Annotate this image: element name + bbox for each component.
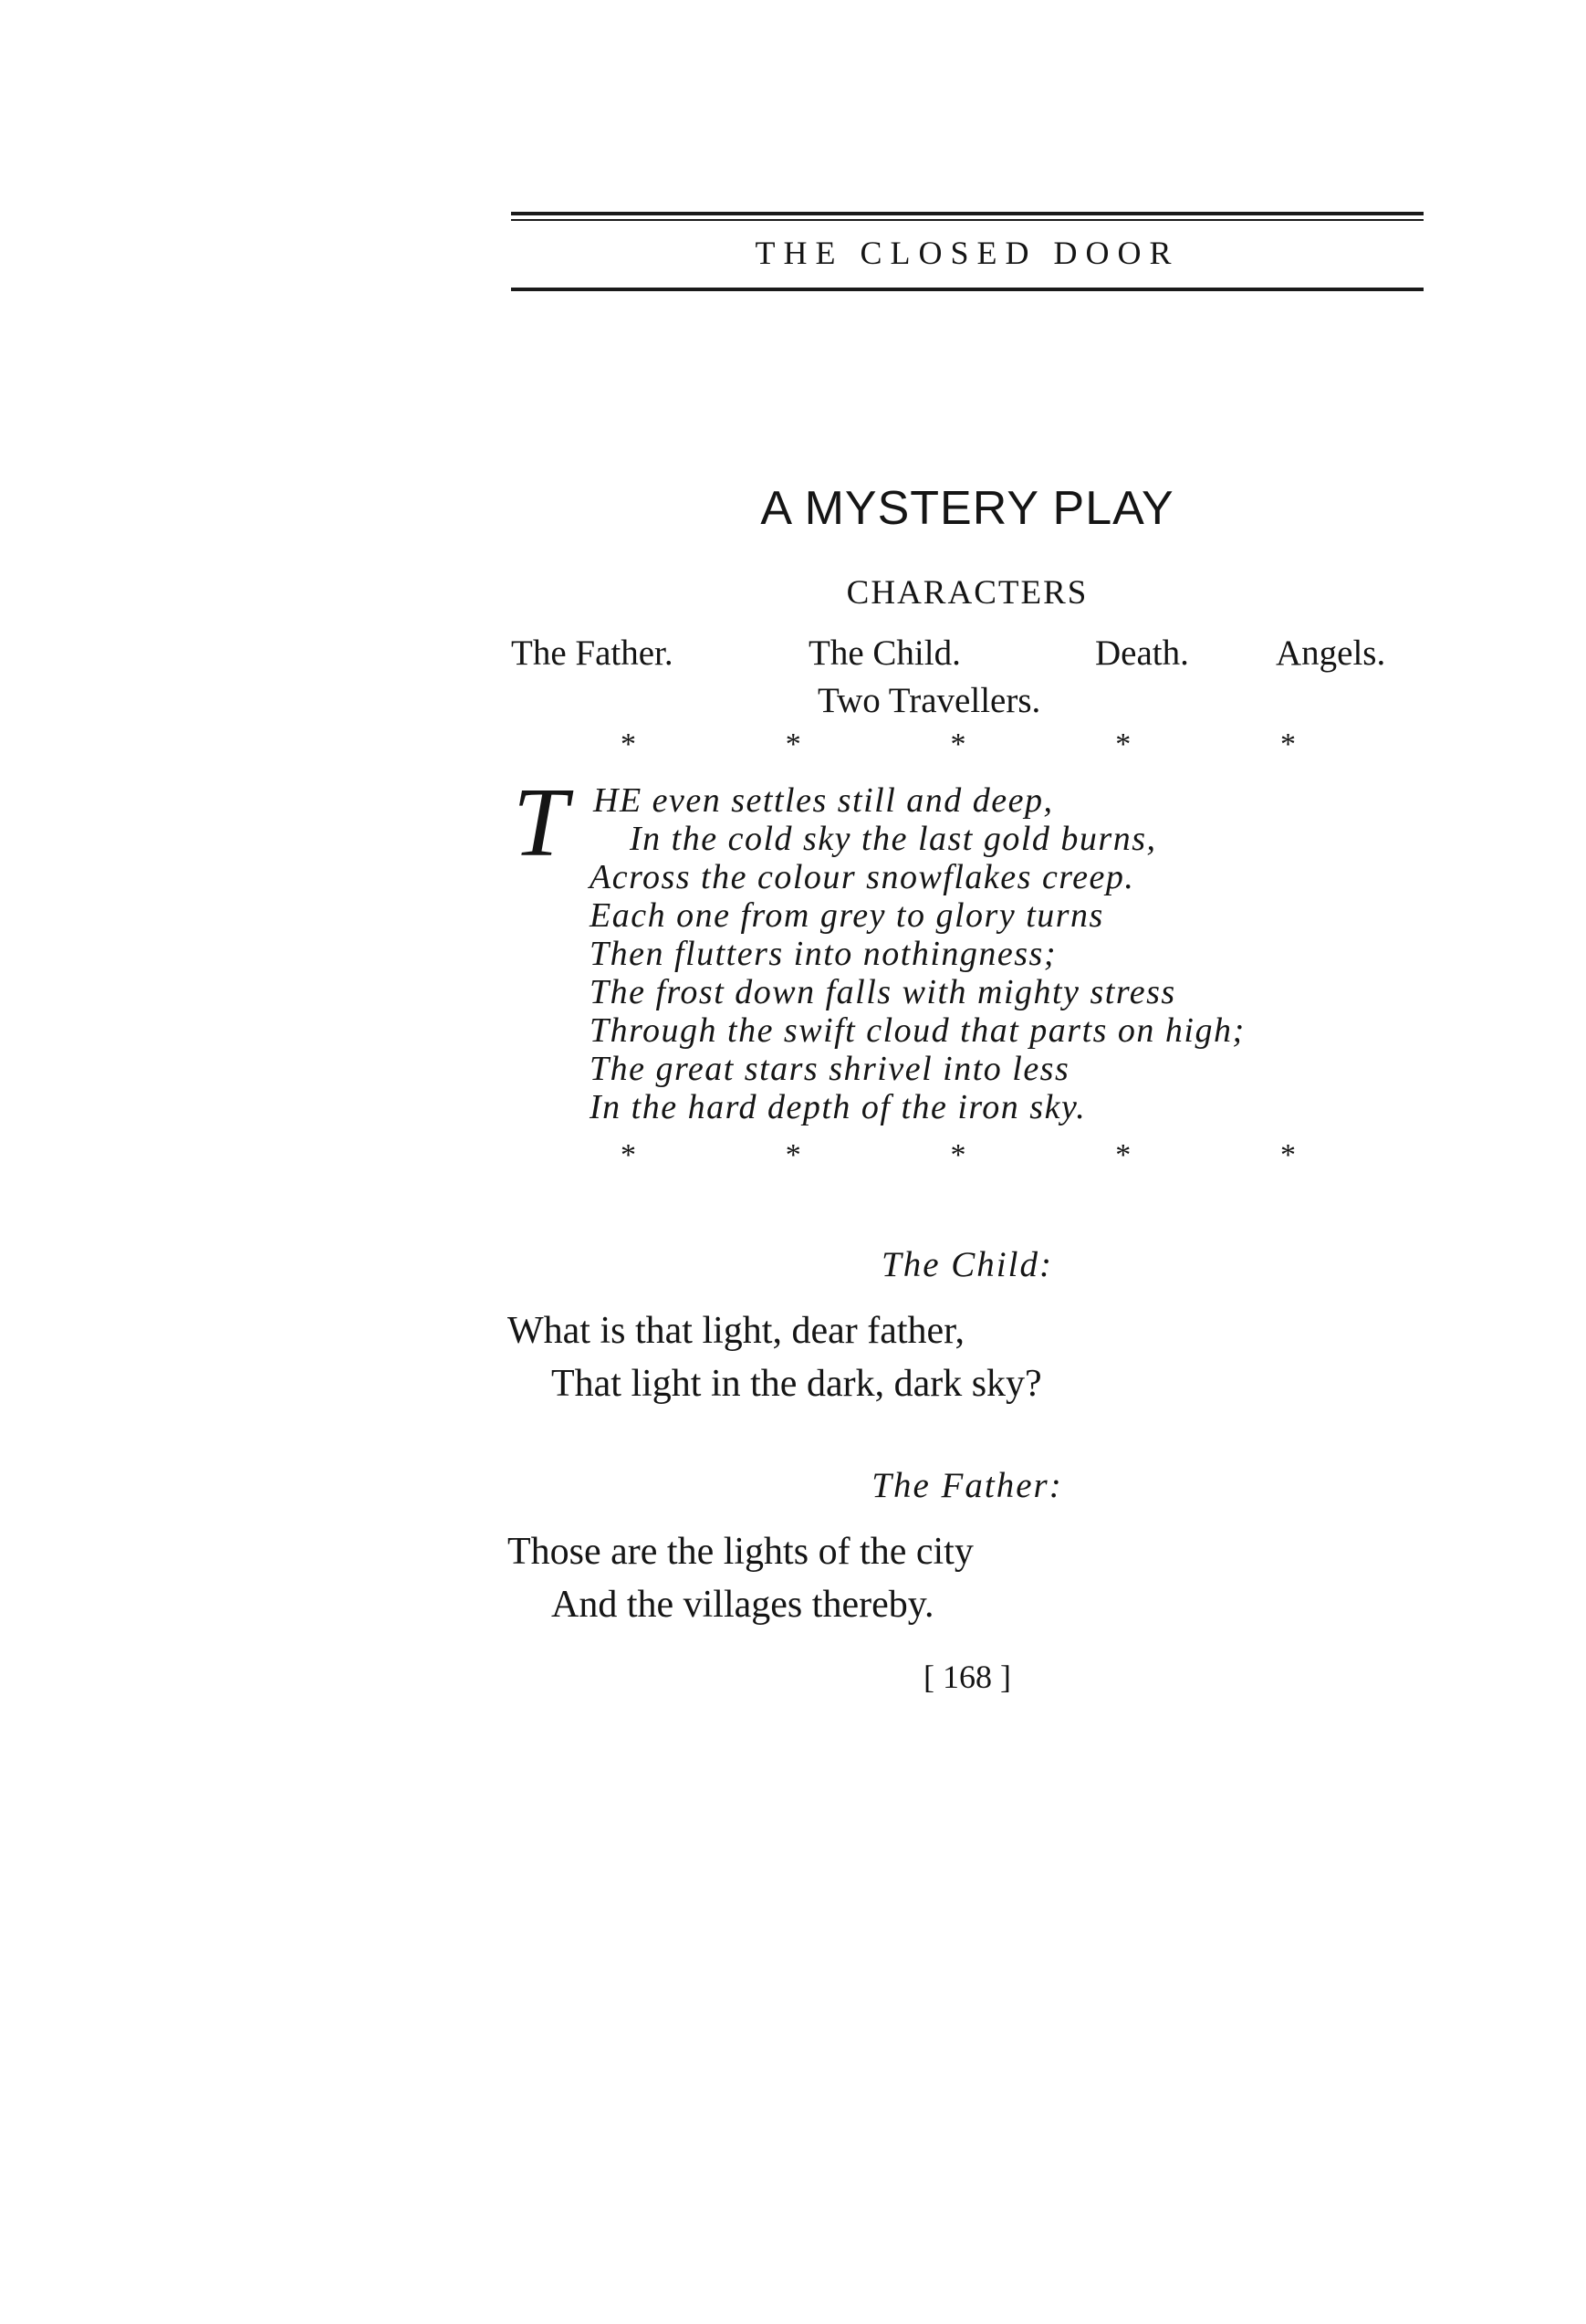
character-angels: Angels. (1276, 633, 1386, 673)
drop-cap: T (513, 769, 569, 877)
star: * (785, 1138, 801, 1172)
characters-heading: CHARACTERS (846, 574, 1089, 612)
character-death: Death. (1095, 633, 1189, 673)
character-travellers: Two Travellers. (818, 681, 1041, 720)
verse-line: In the hard depth of the iron sky. (590, 1088, 1087, 1126)
star: * (1115, 728, 1132, 761)
star-separator-bottom (621, 1137, 1296, 1174)
running-head: THE CLOSED DOOR (755, 235, 1180, 271)
header-rule-top-thin (511, 219, 1424, 221)
dialogue-line: And the villages thereby. (551, 1584, 934, 1626)
verse-line: Then flutters into nothingness; (590, 935, 1057, 973)
star: * (1280, 728, 1296, 761)
verse-line: Across the colour snowflakes creep. (590, 858, 1135, 896)
dialogue-line: What is that light, dear father, (507, 1310, 965, 1352)
header-rule-bottom (511, 288, 1424, 291)
star: * (950, 1138, 966, 1172)
verse-line: HE even settles still and deep, (593, 781, 1054, 820)
verse-line: The frost down falls with mighty stress (590, 973, 1176, 1011)
star-separator-top (621, 727, 1296, 763)
star: * (1115, 1138, 1132, 1172)
star: * (1280, 1138, 1296, 1172)
verse-line: The great stars shrivel into less (590, 1050, 1070, 1088)
verse-line: Each one from grey to glory turns (590, 896, 1104, 935)
star: * (621, 728, 636, 761)
play-title: A MYSTERY PLAY (760, 482, 1174, 535)
star: * (950, 728, 966, 761)
verse-line: Through the swift cloud that parts on high; (590, 1011, 1246, 1050)
dialogue-line: Those are the lights of the city (507, 1531, 974, 1573)
header-rule-top-thick (511, 212, 1424, 215)
dialogue-line: That light in the dark, dark sky? (551, 1363, 1042, 1405)
star: * (621, 1138, 636, 1172)
verse-line: In the cold sky the last gold burns, (630, 820, 1157, 858)
speaker-father: The Father: (871, 1466, 1063, 1505)
character-child: The Child. (809, 633, 961, 673)
star: * (785, 728, 801, 761)
page-number: [ 168 ] (923, 1659, 1011, 1695)
character-father: The Father. (511, 633, 673, 673)
speaker-child: The Child: (882, 1245, 1053, 1284)
